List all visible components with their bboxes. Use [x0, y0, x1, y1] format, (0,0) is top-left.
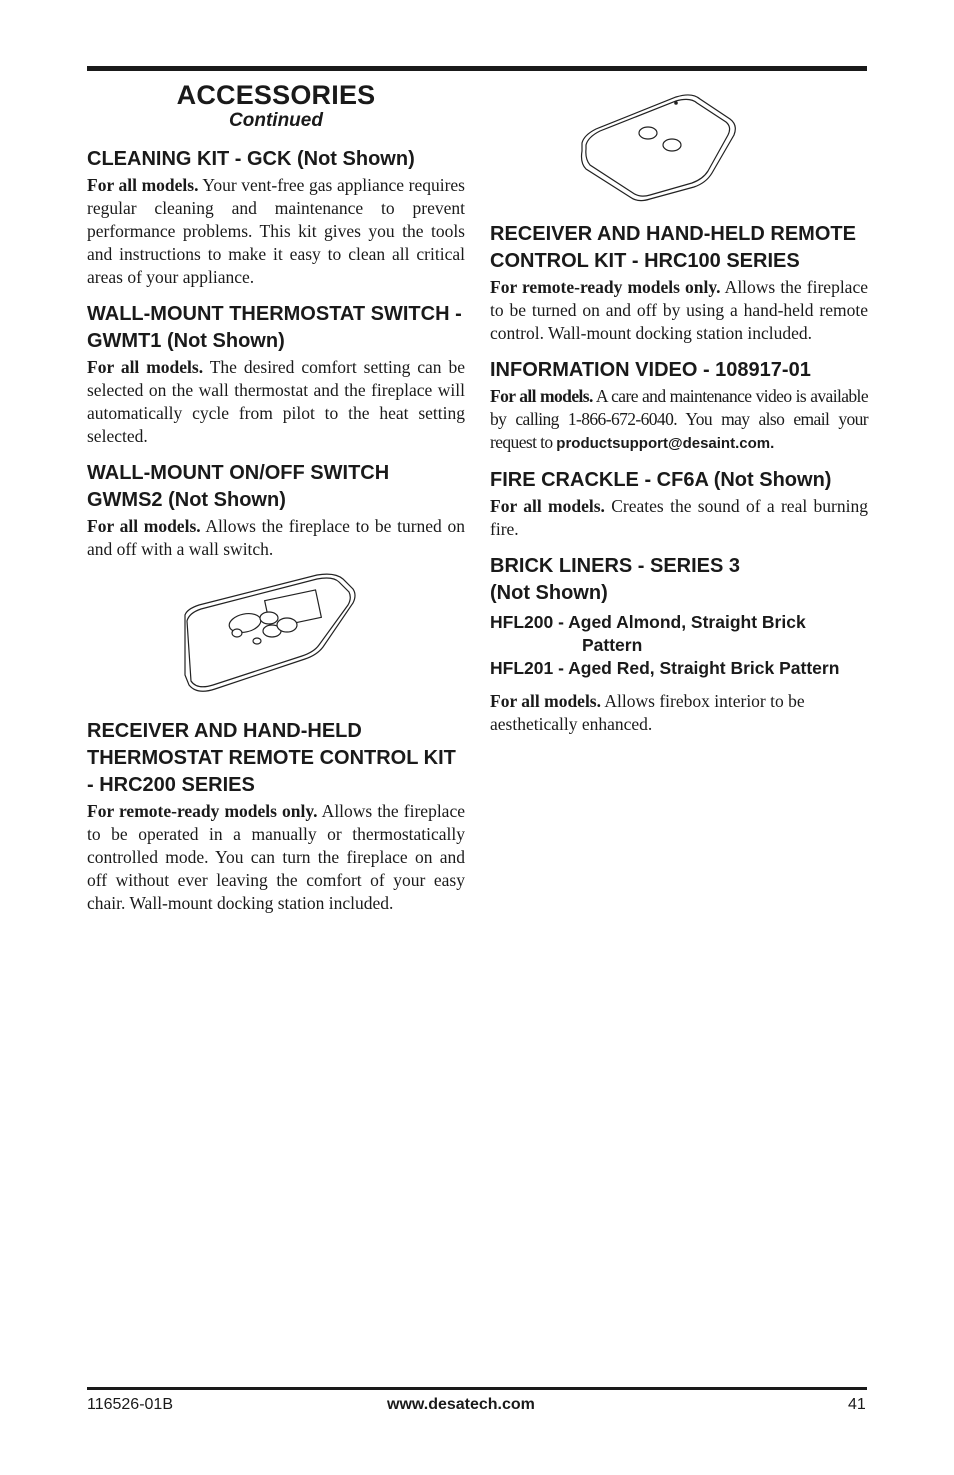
brick-liners-text [490, 690, 868, 736]
hrc100-body: Allows the fireplace to be turned on and off by using a hand-held remote control. Wall-mount docking station included. [490, 277, 868, 343]
top-rule [87, 66, 867, 71]
right-column [490, 93, 868, 748]
support-email: productsupport@desaint.com. [556, 435, 775, 452]
fire-crackle-heading: FIRE CRACKLE - CF6A (Not Shown) [490, 469, 832, 491]
video-heading: INFORMATION VIDEO - 108917-01 [490, 359, 811, 381]
thermostat-switch-heading: WALL-MOUNT THERMOSTAT SWITCH - GWMT1 (Not Shown) [87, 303, 462, 352]
fire-crackle-text [490, 495, 868, 541]
cleaning-kit-text [87, 174, 465, 289]
doc-number: 116526-01B [87, 1396, 173, 1413]
fire-crackle-lead: For all models. [490, 496, 605, 516]
onoff-switch-lead: For all models. [87, 516, 201, 536]
page-subtitle: Continued [229, 110, 323, 131]
bottom-rule [87, 1387, 867, 1390]
hfl200-item: HFL200 - Aged Almond, Straight Brick [490, 612, 806, 632]
fire-crackle-body: Creates the sound of a real burning fire. [490, 496, 868, 539]
hrc200-lead: For remote-ready models only. [87, 801, 318, 821]
brick-liners-heading-line2: (Not Shown) [490, 582, 608, 604]
hrc100-lead: For remote-ready models only. [490, 277, 721, 297]
thermostat-switch-text [87, 356, 465, 448]
left-column [87, 80, 465, 927]
onoff-switch-heading: WALL-MOUNT ON/OFF SWITCH GWMS2 (Not Shown) [87, 462, 390, 511]
hrc200-text [87, 800, 465, 915]
brick-liners-heading-line1: BRICK LINERS - SERIES 3 [490, 555, 741, 577]
hrc200-heading: RECEIVER AND HAND-HELD THERMOSTAT REMOTE CONTROL KIT - HRC200 SERIES [87, 720, 456, 796]
video-lead: For all models. [490, 386, 593, 406]
cleaning-kit-heading: CLEANING KIT - GCK (Not Shown) [87, 148, 415, 170]
cleaning-kit-body: Your vent-free gas appliance requires regular cleaning and maintenance to prevent performance problems. This kit gives you the tools and instructions to make it easy to clean all critical areas of your appliance. [87, 175, 465, 287]
page-number: 41 [848, 1396, 866, 1413]
brick-liners-lead: For all models. [490, 691, 601, 711]
video-body: A care and maintenance video is available by calling 1-866-672-6040. You may also email your request to [490, 386, 868, 452]
hfl200-item-cont: Pattern [582, 635, 643, 655]
onoff-switch-text [87, 515, 465, 561]
brick-liners-body: Allows firebox interior to be aesthetically enhanced. [490, 691, 805, 734]
page-title: ACCESSORIES [176, 80, 376, 110]
website-link[interactable]: www.desatech.com [387, 1396, 535, 1413]
video-text [490, 385, 868, 455]
thermostat-switch-lead: For all models. [87, 357, 204, 377]
handheld-remote-illustration [490, 93, 868, 205]
hrc200-body: Allows the fireplace to be operated in a manually or thermostatically controlled mode. You can turn the fireplace on and off without ever leaving the comfort of your easy chair. Wall-mount docking station included. [87, 801, 465, 913]
hrc100-text [490, 276, 868, 345]
onoff-switch-body: Allows the fireplace to be turned on and off with a wall switch. [87, 516, 465, 559]
brick-liners-heading [490, 553, 868, 607]
thermostat-remote-illustration [87, 573, 465, 698]
cleaning-kit-lead: For all models. [87, 175, 199, 195]
hrc100-heading: RECEIVER AND HAND-HELD REMOTE CONTROL KIT - HRC100 SERIES [490, 223, 856, 272]
thermostat-switch-body: The desired comfort setting can be selected on the wall thermostat and the fireplace will automatically cycle from pilot to the heat setting selected. [87, 357, 465, 446]
hfl201-item: HFL201 - Aged Red, Straight Brick Pattern [490, 658, 840, 678]
